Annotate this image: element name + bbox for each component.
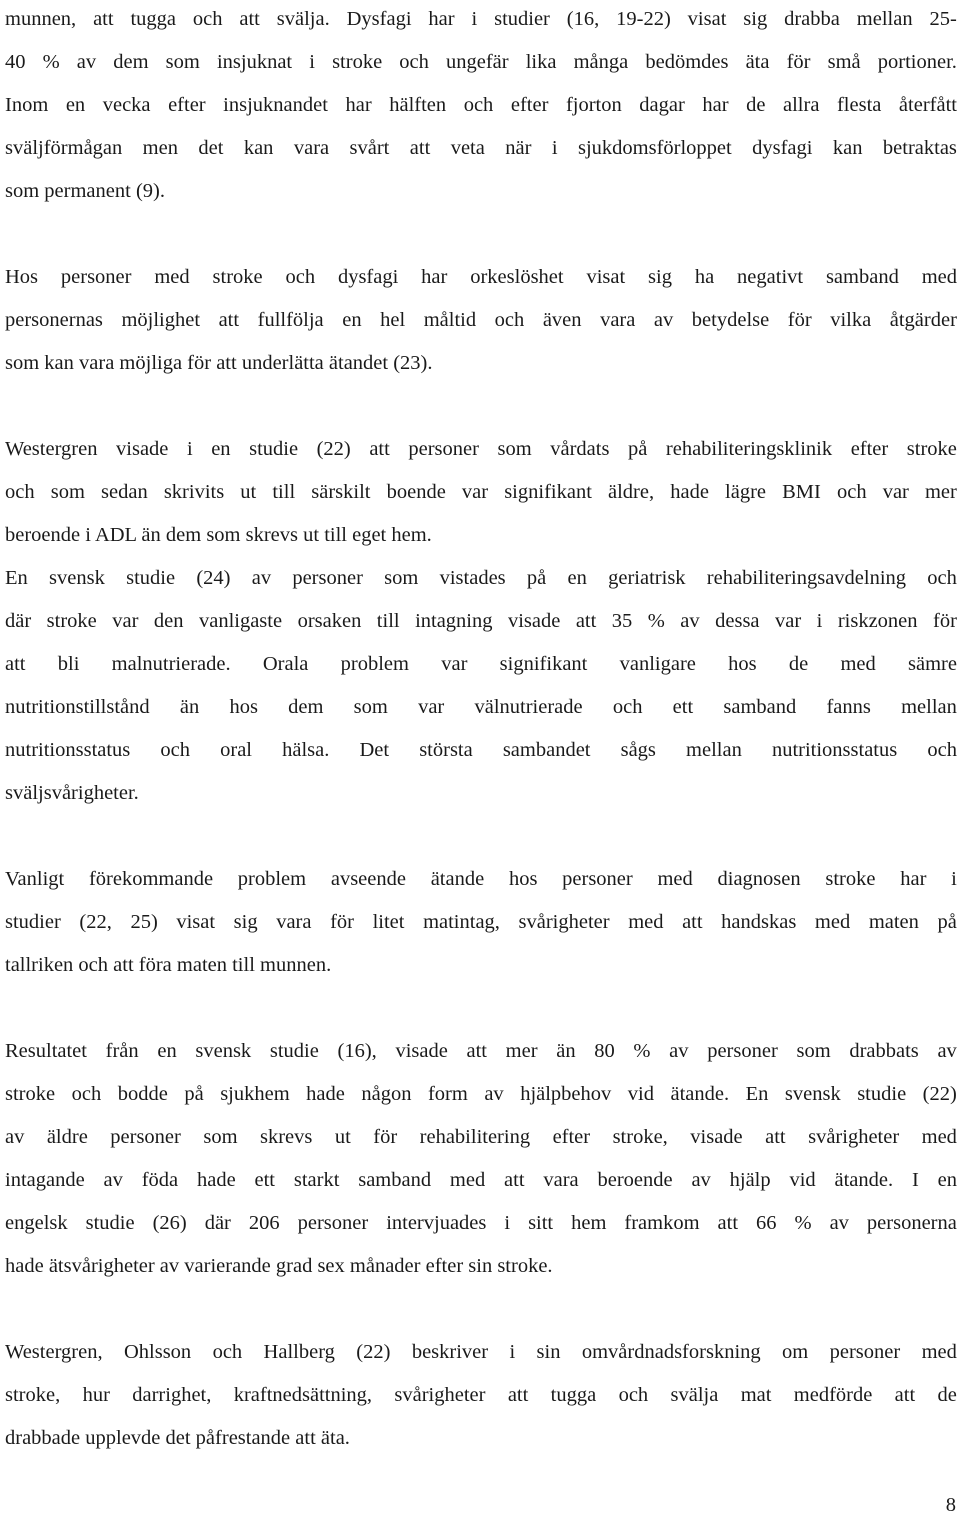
text-line: engelsk studie (26) där 206 personer intervjuades i sitt hem framkom att 66 % av personerna	[5, 1212, 957, 1234]
text-line: Hos personer med stroke och dysfagi har orkeslöshet visat sig ha negativt samband med	[5, 266, 957, 288]
text-line: intagande av föda hade ett starkt samband med att vara beroende av hjälp vid ätande. I en	[5, 1169, 957, 1191]
text-line: drabbade upplevde det påfrestande att äta.	[5, 1427, 350, 1449]
text-line: sväljförmågan men det kan vara svårt att veta när i sjukdomsförloppet dysfagi kan betraktas	[5, 137, 957, 159]
page-number: 8	[945, 1494, 956, 1516]
paragraph	[5, 1331, 957, 1460]
text-line: En svensk studie (24) av personer som vistades på en geriatrisk rehabiliteringsavdelning och	[5, 567, 957, 589]
text-line: Inom en vecka efter insjuknandet har hälften och efter fjorton dagar har de allra flesta återfått	[5, 94, 957, 116]
text-line: Resultatet från en svensk studie (16), visade att mer än 80 % av personer som drabbats av	[5, 1040, 957, 1062]
text-line: Westergren visade i en studie (22) att personer som vårdats på rehabiliteringsklinik efter stroke	[5, 438, 957, 460]
text-line: som permanent (9).	[5, 180, 165, 202]
paragraph	[5, 858, 957, 987]
paragraph-spacer	[5, 815, 957, 858]
text-line: där stroke var den vanligaste orsaken till intagning visade att 35 % av dessa var i riskzonen för	[5, 610, 957, 632]
text-line: Vanligt förekommande problem avseende ätande hos personer med diagnosen stroke har i	[5, 868, 957, 890]
text-line: att bli malnutrierade. Orala problem var signifikant vanligare hos de med sämre	[5, 653, 957, 675]
paragraph	[5, 0, 957, 213]
paragraph-spacer	[5, 213, 957, 256]
paragraph-spacer	[5, 1288, 957, 1331]
paragraph	[5, 256, 957, 385]
paragraph-spacer	[5, 385, 957, 428]
text-line: munnen, att tugga och att svälja. Dysfagi har i studier (16, 19-22) visat sig drabba mellan 25-	[5, 8, 957, 30]
text-line: tallriken och att föra maten till munnen.	[5, 954, 332, 976]
paragraph	[5, 1030, 957, 1288]
text-line: nutritionsstatus och oral hälsa. Det största sambandet sågs mellan nutritionsstatus och	[5, 739, 957, 761]
paragraph	[5, 557, 957, 815]
text-line: och som sedan skrivits ut till särskilt boende var signifikant äldre, hade lägre BMI och var mer	[5, 481, 957, 503]
text-line: Westergren, Ohlsson och Hallberg (22) beskriver i sin omvårdnadsforskning om personer med	[5, 1341, 957, 1363]
text-line: av äldre personer som skrevs ut för rehabilitering efter stroke, visade att svårigheter med	[5, 1126, 957, 1148]
text-line: studier (22, 25) visat sig vara för litet matintag, svårigheter med att handskas med maten på	[5, 911, 957, 933]
text-line: nutritionstillstånd än hos dem som var välnutrierade och ett samband fanns mellan	[5, 696, 957, 718]
text-line: stroke, hur darrighet, kraftnedsättning, svårigheter att tugga och svälja mat medförde att de	[5, 1384, 957, 1406]
text-line: beroende i ADL än dem som skrevs ut till eget hem.	[5, 524, 432, 546]
document-page	[5, 0, 957, 1460]
text-line: som kan vara möjliga för att underlätta ätandet (23).	[5, 352, 433, 374]
text-line: sväljsvårigheter.	[5, 782, 139, 804]
text-line: personernas möjlighet att fullfölja en hel måltid och även vara av betydelse för vilka åtgärder	[5, 309, 957, 331]
text-line: hade ätsvårigheter av varierande grad sex månader efter sin stroke.	[5, 1255, 553, 1277]
text-line: 40 % av dem som insjuknat i stroke och ungefär lika många bedömdes äta för små portioner.	[5, 51, 957, 73]
paragraph	[5, 428, 957, 557]
text-line: stroke och bodde på sjukhem hade någon form av hjälpbehov vid ätande. En svensk studie (22)	[5, 1083, 957, 1105]
paragraph-spacer	[5, 987, 957, 1030]
